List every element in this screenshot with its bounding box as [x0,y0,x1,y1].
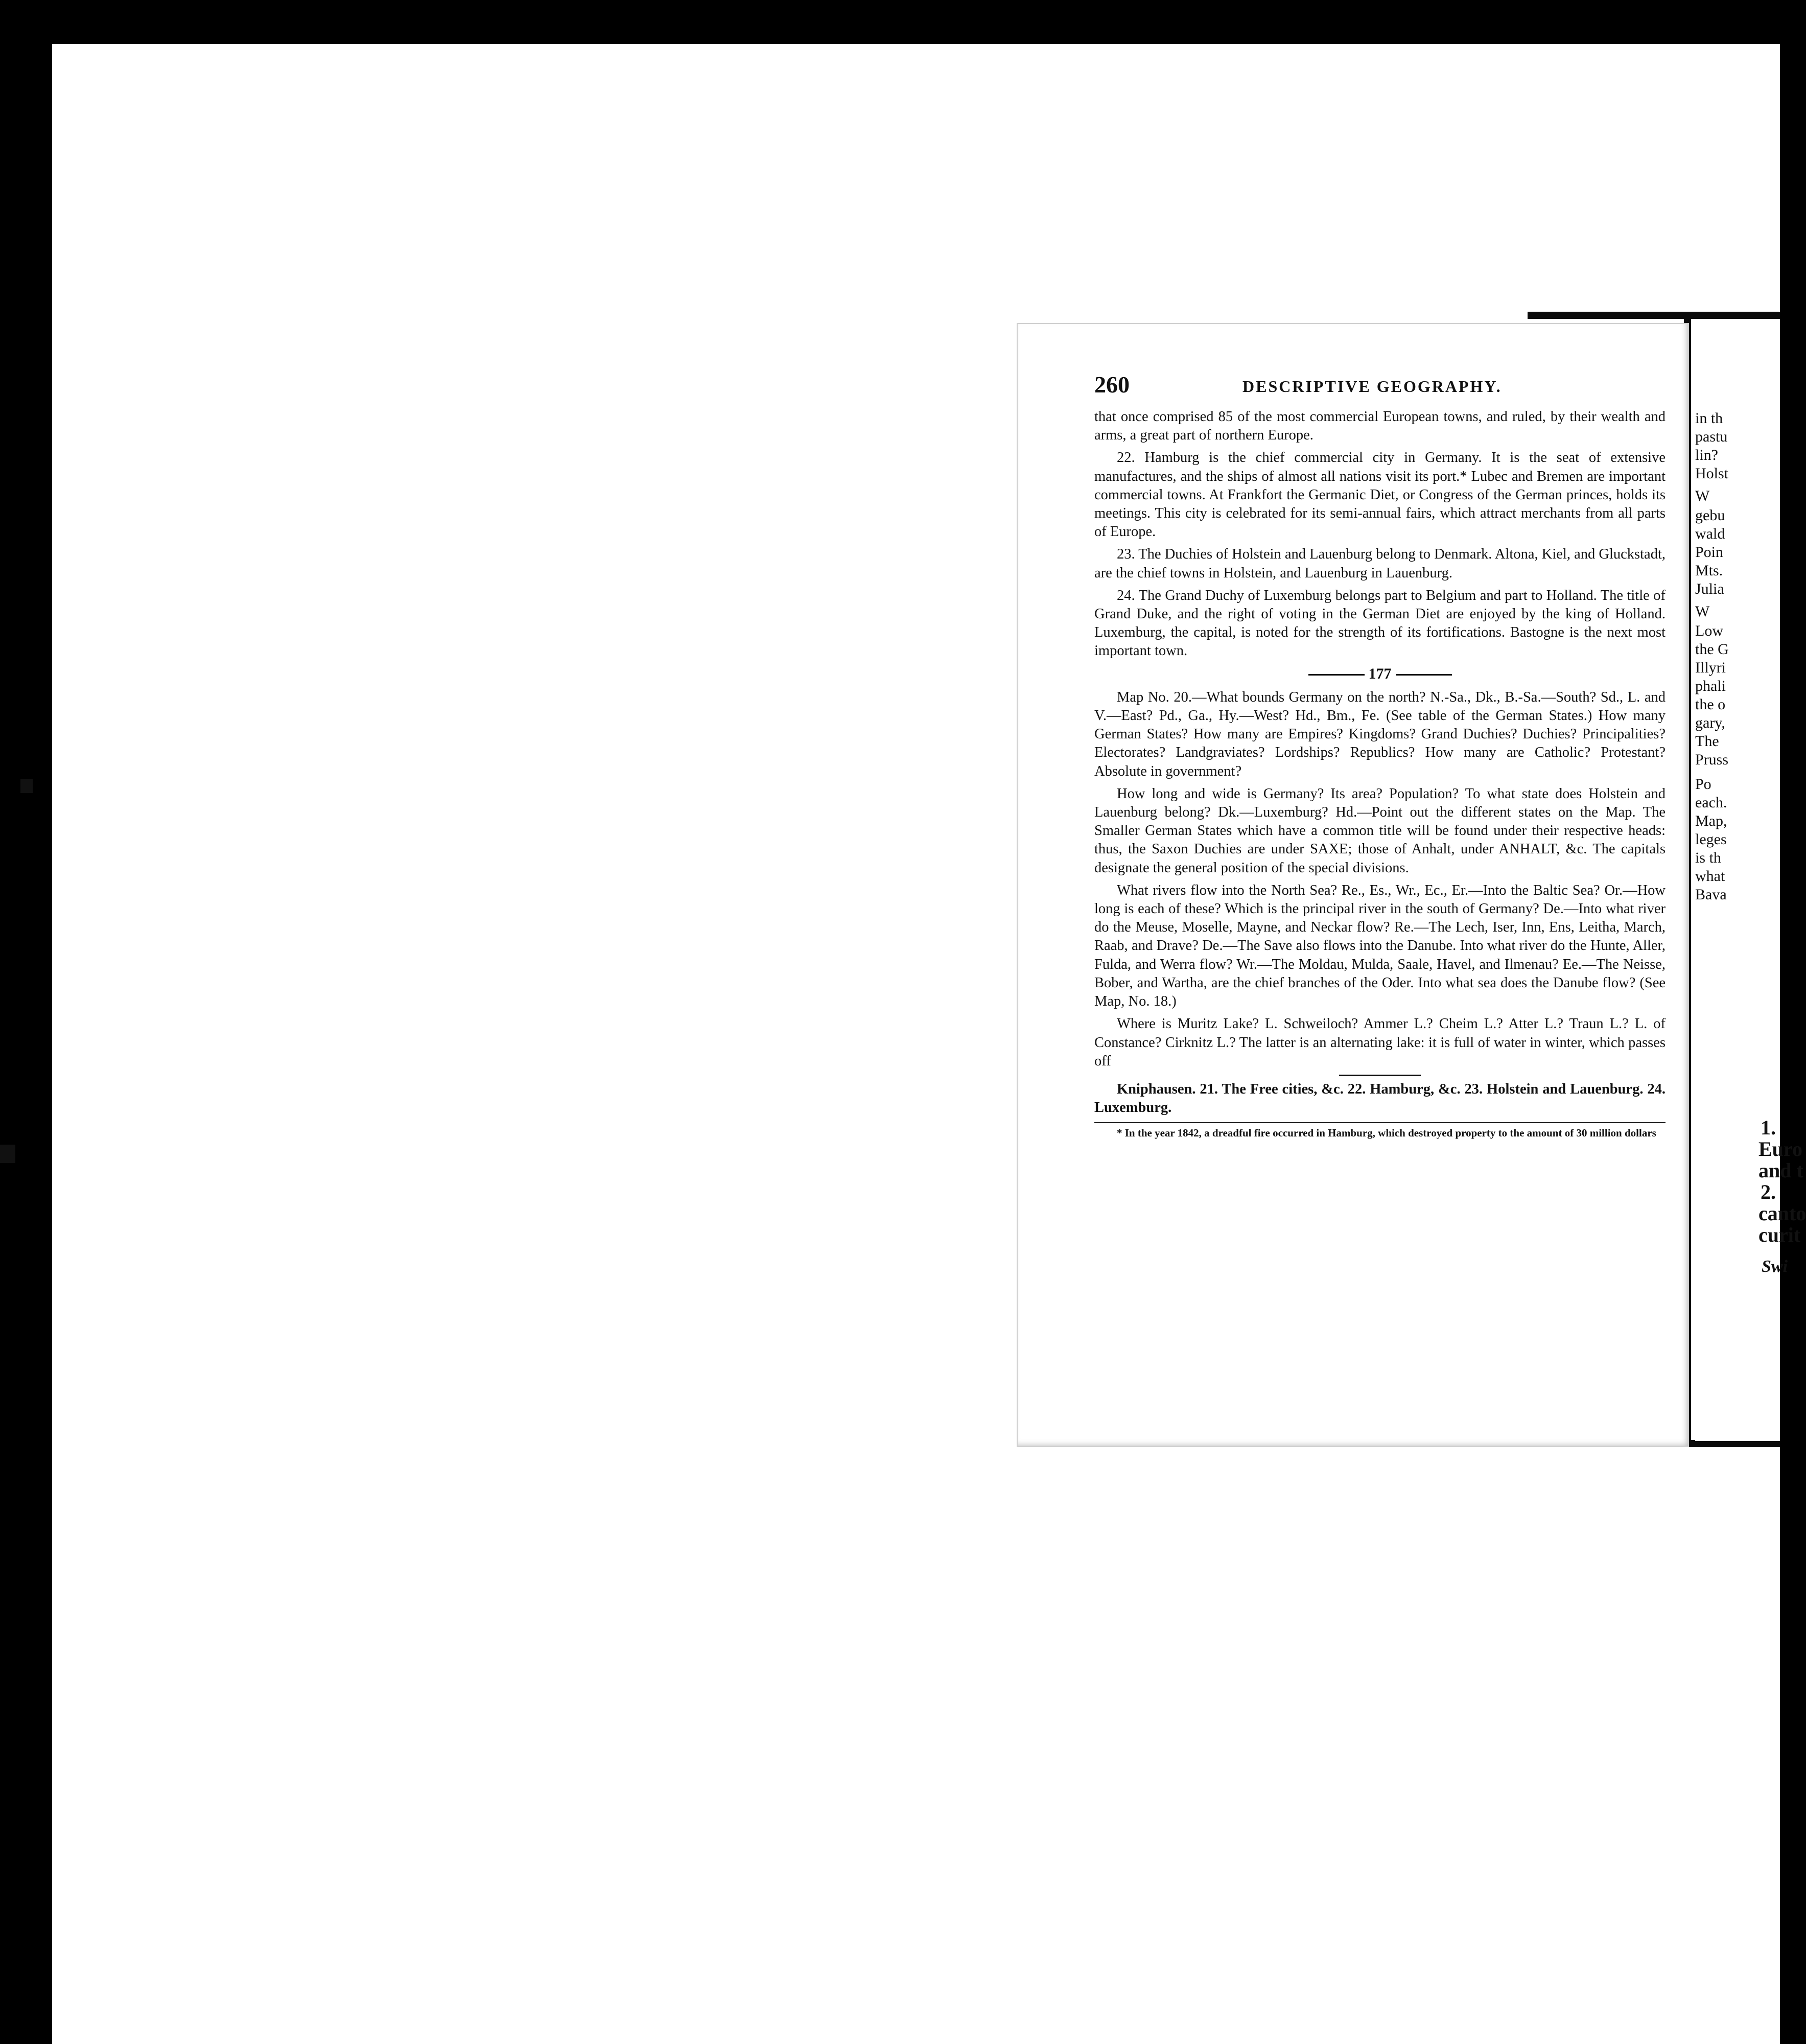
paragraph: 24. The Grand Duchy of Luxemburg belongs part to Belgium and part to Holland. The title of Grand Duke, and the right of voting in the German Diet are enjoyed by the king of Holland. Luxemburg, the capital, is noted for the strength of its fortifications. Bastogne is the next most important town. [1094,587,1666,659]
facing-page-text: is th [1695,849,1721,866]
facing-page-text: the G [1695,641,1729,658]
facing-page-text: in th [1695,410,1723,427]
facing-page-text: canto [1758,1202,1806,1225]
answers-rule [1339,1075,1421,1076]
facing-page-text: Swi [1762,1257,1788,1276]
facing-page-text: phali [1695,678,1726,694]
question-paragraph: What rivers flow into the North Sea? Re., Es., Wr., Ec., Er.—Into the Baltic Sea? Or.—How long is each of these? Which is the principal river in the south of Germany? De.—Into what river do the Meuse, Moselle, Mayne, and Neckar flow? Re.—The Lech, Iser, Inn, Ens, Leitha, March, Raab, and Drave? De.—The Save also flows into the Danube. Into what river do the Hunte, Aller, Fulda, and Werra flow? Wr.—The Moldau, Mulda, Saale, Havel, and Ilmenau? Ee.—The Neisse, Bober, and Wartha, are the chief branches of the Oder. Into what sea does the Danube flow? (See Map, No. 18.) [1094,882,1666,1010]
facing-page-text: Holst [1695,465,1729,482]
section-divider [1094,665,1666,683]
page-number: 260 [1094,371,1130,398]
facing-page-text: Po [1695,776,1711,793]
facing-page-text: The [1695,733,1719,750]
question-paragraph: How long and wide is Germany? Its area? Population? To what state does Holstein and Lauenburg belong? Dk.—Luxemburg? Hd.—Point out the different states on the Map. The Smaller German States which have a common title will be found under their respective heads: thus, the Saxon Duchies are under SAXE; those of Anhalt, under ANHALT, &c. The capitals designate the general position of the special divisions. [1094,785,1666,876]
facing-page-text: Poin [1695,544,1724,561]
facing-page-text: the o [1695,696,1726,713]
running-head: DESCRIPTIVE GEOGRAPHY. [1242,377,1502,396]
page-header [1094,371,1667,402]
facing-page-text: what [1695,868,1725,885]
divider-rule [1396,674,1452,676]
facing-page-text: W [1695,603,1710,620]
book-page [1017,323,1689,1447]
paragraph: that once comprised 85 of the most commercial European towns, and ruled, by their wealth and arms, a great part of northern Europe. [1094,409,1666,444]
footnote-rule [1094,1122,1666,1123]
facing-page-text: Bava [1695,886,1727,903]
facing-page-text: W [1695,487,1710,504]
facing-page-text: Low [1695,622,1723,639]
answers-line: Kniphausen. 21. The Free cities, &c. 22. Hamburg, &c. 23. Holstein and Lauenburg. 24. Luxemburg. [1094,1081,1666,1116]
facing-page-text: Mts. [1695,562,1723,579]
facing-page-text: 2. [1761,1180,1776,1203]
paragraph: 23. The Duchies of Holstein and Lauenburg belong to Denmark. Altona, Kiel, and Gluckstadt, are the chief towns in Holstein, and Lauenburg in Lauenburg. [1094,546,1666,581]
facing-page-text: each. [1695,794,1727,811]
facing-page-text: gary, [1695,714,1725,731]
facing-page-text: Julia [1695,580,1724,597]
facing-page-text: and t [1758,1159,1803,1182]
scan-edge-mark [20,779,33,793]
question-paragraph: Where is Muritz Lake? L. Schweiloch? Ammer L.? Cheim L.? Atter L.? Traun L.? L. of Constance? Cirknitz L.? The latter is an alternating lake: it is full of water in winter, which passes off [1094,1016,1666,1069]
paragraph: 22. Hamburg is the chief commercial city in Germany. It is the seat of extensive manufactures, and the ships of almost all nations visit its port.* Lubec and Bremen are important commercial towns. At Frankfort the Germanic Diet, or Congress of the German princes, holds its meetings. This city is celebrated for its semi-annual fairs, which attract merchants from all parts of Europe. [1094,450,1666,540]
facing-page-text: 1. [1761,1116,1776,1139]
facing-page-text: curit [1758,1223,1801,1246]
divider-rule [1308,674,1365,676]
facing-page-fragment [1695,327,1806,1441]
facing-page-text: Illyri [1695,659,1726,676]
binding-shadow-top [1528,312,1780,319]
section-number: 177 [1368,665,1392,682]
question-paragraph: Map No. 20.—What bounds Germany on the north? N.-Sa., Dk., B.-Sa.—South? Sd., L. and V.—East? Pd., Ga., Hy.—West? Hd., Bm., Fe. (See table of the German States.) How many German States? How many are Empires? Kingdoms? Grand Duchies? Duchies? Principalities? Electorates? Landgraviates? Lordships? Republics? How many are Catholic? Protestant? Absolute in government? [1094,689,1666,779]
facing-page-text: leges [1695,831,1727,848]
facing-page-text: wald [1695,525,1725,542]
page-body [1094,408,1666,1144]
facing-page-text: pastu [1695,428,1728,445]
facing-page-text: lin? [1695,447,1718,463]
facing-page-text: Pruss [1695,751,1729,768]
footnote: * In the year 1842, a dreadful fire occurred in Hamburg, which destroyed property to the amount of 30 million dollars [1117,1127,1656,1140]
scan-edge-mark [0,1145,15,1163]
facing-page-text: Map, [1695,812,1727,829]
facing-page-text: Euro [1758,1137,1802,1160]
facing-page-text: gebu [1695,507,1725,524]
